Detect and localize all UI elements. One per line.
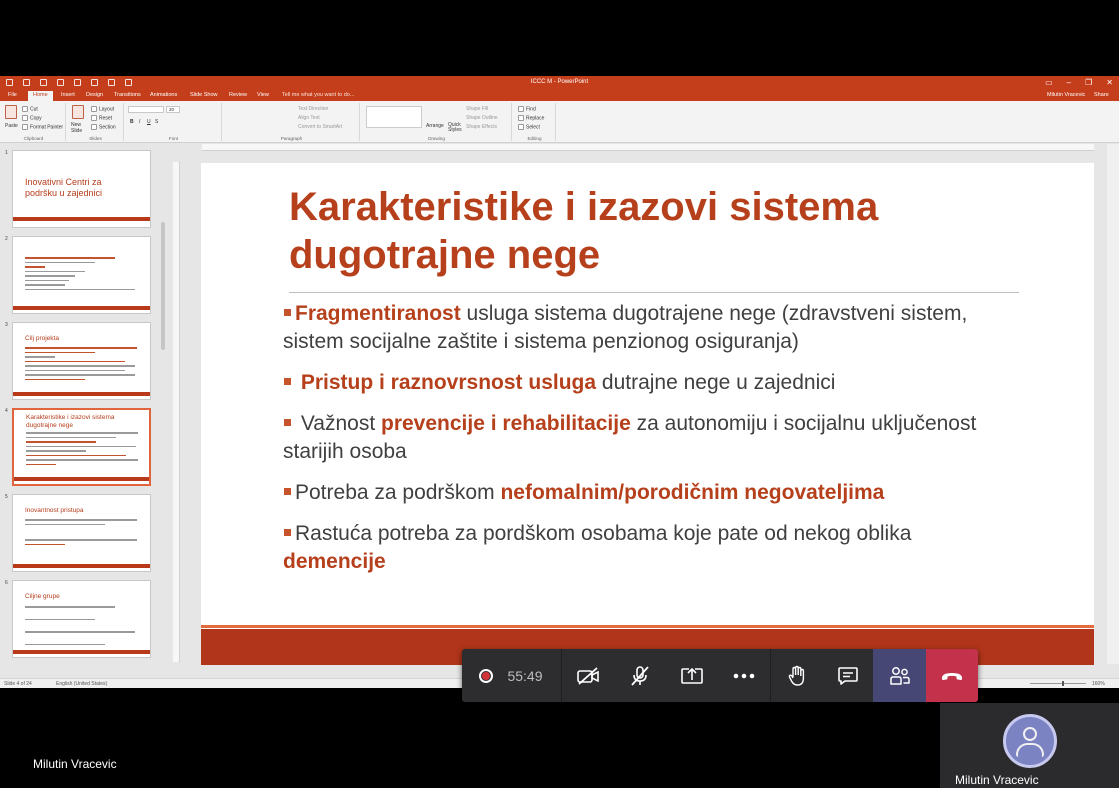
section-icon xyxy=(91,124,97,130)
presenter-name: Milutin Vracevic xyxy=(33,757,117,771)
cut-icon xyxy=(22,106,28,112)
maximize-icon[interactable]: ❐ xyxy=(1085,78,1093,87)
align-text-button[interactable]: Align Text xyxy=(298,115,320,121)
raise-hand-icon xyxy=(787,665,807,687)
tab-animations[interactable]: Animations xyxy=(150,92,178,98)
bullet-emphasis: Pristup i raznovrsnost usluga xyxy=(295,371,597,394)
tab-insert[interactable]: Insert xyxy=(61,92,75,98)
slide-footer-accent xyxy=(201,625,1094,628)
avatar-person-icon xyxy=(1023,727,1037,741)
drawing-group xyxy=(362,103,512,141)
share-screen-button[interactable] xyxy=(666,649,718,702)
user-name[interactable]: Milutin Vracevic xyxy=(1047,92,1086,98)
italic-button[interactable]: I xyxy=(139,119,141,125)
mic-toggle-button[interactable] xyxy=(614,649,666,702)
tab-slide-show[interactable]: Slide Show xyxy=(190,92,218,98)
format-painter-label: Format Painter xyxy=(30,124,64,131)
tab-file[interactable]: File xyxy=(8,92,17,98)
slide-thumbnail-4[interactable] xyxy=(12,408,151,486)
bullet-emphasis: Fragmentiranost xyxy=(295,302,461,325)
slide-thumbnail-5[interactable] xyxy=(12,494,151,572)
slide-counter: Slide 4 of 24 xyxy=(4,681,32,687)
slide-thumbnail-1[interactable] xyxy=(12,150,151,228)
participants-icon xyxy=(889,665,911,687)
layout-icon xyxy=(91,106,97,112)
layout-button[interactable] xyxy=(91,106,114,112)
window-title: ICCC M - PowerPoint xyxy=(530,79,589,85)
bold-button[interactable]: B xyxy=(130,119,134,125)
paragraph-group xyxy=(224,103,360,141)
thumb-title: Inovantnost pristupa xyxy=(25,507,84,514)
bullet-text-pre: Važnost xyxy=(295,412,381,435)
thumb-bar xyxy=(14,477,149,481)
hang-up-icon xyxy=(940,671,964,681)
layout-label: Layout xyxy=(99,106,115,113)
bullet-marker xyxy=(284,309,291,316)
select-button[interactable] xyxy=(518,124,540,130)
share-button[interactable]: Share xyxy=(1094,92,1109,98)
tab-home[interactable]: Home xyxy=(28,91,53,101)
bullet-list[interactable] xyxy=(283,300,1003,589)
thumb-text-lines xyxy=(25,257,137,293)
thumb-bar xyxy=(13,392,150,396)
slide-edit-area xyxy=(166,144,1119,678)
shape-outline-button[interactable]: Shape Outline xyxy=(466,115,498,121)
thumb-text-lines xyxy=(26,432,138,468)
slide-title[interactable]: Karakteristike i izazovi sistema dugotrajne nege xyxy=(289,185,879,277)
thumb-number: 3 xyxy=(5,322,8,328)
horizontal-ruler xyxy=(202,144,1094,151)
tab-design[interactable]: Design xyxy=(86,92,104,98)
camera-toggle-button[interactable] xyxy=(562,649,614,702)
shapes-gallery[interactable] xyxy=(366,106,422,128)
font-name-box[interactable] xyxy=(128,106,164,113)
share-tray-icon xyxy=(680,666,704,686)
participants-button[interactable] xyxy=(873,649,926,702)
cut-button[interactable] xyxy=(22,106,38,112)
thumb-text-lines xyxy=(25,606,137,648)
bullet-marker xyxy=(284,529,291,536)
editing-group xyxy=(514,103,556,141)
camera-off-icon xyxy=(576,666,600,686)
paste-button[interactable] xyxy=(5,105,19,119)
recording-indicator xyxy=(462,649,560,702)
thumb-title: Inovativni Centri za podršku u zajednici xyxy=(25,177,103,198)
close-icon[interactable]: ✕ xyxy=(1106,78,1113,87)
powerpoint-window xyxy=(0,76,1119,688)
title-divider xyxy=(289,292,1019,293)
bullet-emphasis: nefomalnim/porodičnim negovateljima xyxy=(500,481,885,504)
cut-label: Cut xyxy=(30,106,38,113)
find-button[interactable] xyxy=(518,106,536,112)
shape-fill-button[interactable]: Shape Fill xyxy=(466,106,489,112)
bullet-text: usluga sistema dugotrajene nege (zdravstveni sistem, sistem socijalne zaštite i sistema penzionog osiguranja) xyxy=(283,302,968,353)
zoom-slider[interactable] xyxy=(1030,683,1086,684)
new-slide-button[interactable] xyxy=(72,105,86,119)
zoom-slider-thumb[interactable] xyxy=(1062,681,1064,686)
hang-up-button[interactable] xyxy=(926,649,978,702)
copy-icon xyxy=(22,115,28,121)
replace-label: Replace xyxy=(526,115,545,122)
copy-label: Copy xyxy=(30,115,42,122)
ribbon-tabs xyxy=(0,90,1119,101)
ellipsis-icon xyxy=(732,673,756,679)
format-painter-button[interactable] xyxy=(22,124,63,130)
text-direction-button[interactable]: Text Direction xyxy=(298,106,329,112)
slides-group-label: Slides xyxy=(89,136,102,141)
participant-name: Milutin Vracevic xyxy=(955,773,1039,787)
thumb-bar xyxy=(13,306,150,310)
thumb-text-lines xyxy=(25,519,137,548)
paragraph-group-label: Paragraph xyxy=(280,136,303,141)
bullet-text-pre: Rastuća potreba za pordškom osobama koje pate od nekog oblika xyxy=(295,522,912,545)
ribbon-display-icon[interactable]: ▭ xyxy=(1045,78,1053,87)
copy-button[interactable] xyxy=(22,115,42,121)
paste-icon xyxy=(5,105,17,119)
reset-icon xyxy=(91,115,97,121)
thumb-number: 2 xyxy=(5,236,8,242)
underline-button[interactable]: U xyxy=(147,119,151,125)
bullet-item xyxy=(283,369,1003,397)
call-timer: 55:49 xyxy=(507,667,543,684)
tell-me-box[interactable]: Tell me what you want to do... xyxy=(282,92,355,98)
vertical-ruler xyxy=(173,162,180,662)
bullet-item xyxy=(283,479,1003,507)
slide-thumbnail-2[interactable] xyxy=(12,236,151,314)
paste-label: Paste xyxy=(5,123,18,129)
select-label: Select xyxy=(526,124,540,131)
editing-group-label: Editing xyxy=(527,136,542,141)
zoom-level[interactable]: 160% xyxy=(1092,681,1105,687)
convert-smartart-button[interactable]: Convert to SmartArt xyxy=(298,124,343,130)
more-actions-button[interactable] xyxy=(718,649,770,702)
thumb-text-lines xyxy=(25,347,137,383)
thumb-bar xyxy=(13,564,150,568)
clipboard-group-label: Clipboard xyxy=(23,136,44,141)
thumb-title: Ciljne grupe xyxy=(25,593,60,600)
section-label: Section xyxy=(99,124,116,131)
replace-button[interactable] xyxy=(518,115,544,121)
slides-group xyxy=(68,103,124,141)
chat-icon xyxy=(837,666,859,686)
format-painter-icon xyxy=(22,124,28,130)
bullet-marker xyxy=(284,488,291,495)
thumbnails-scrollbar[interactable] xyxy=(161,222,165,350)
thumb-bar xyxy=(13,217,150,221)
bullet-text: dutrajne nege u zajednici xyxy=(596,371,836,394)
section-button[interactable] xyxy=(91,124,116,130)
participant-tile[interactable] xyxy=(940,703,1119,788)
raise-hand-button[interactable] xyxy=(771,649,822,702)
drawing-group-label: Drawing xyxy=(428,136,445,141)
thumb-bar xyxy=(13,650,150,654)
bullet-emphasis: prevencije i rehabilitacije xyxy=(381,412,631,435)
thumb-number: 1 xyxy=(5,150,8,156)
bullet-item xyxy=(283,410,1003,466)
language-indicator[interactable]: English (United States) xyxy=(56,681,108,687)
thumb-title: Cilj projekta xyxy=(25,335,59,342)
font-size-box[interactable]: 20 xyxy=(166,106,180,113)
thumb-number: 5 xyxy=(5,494,8,500)
minimize-icon[interactable]: – xyxy=(1066,78,1072,87)
arrange-button[interactable]: Arrange xyxy=(426,123,444,129)
new-slide-label: New Slide xyxy=(71,122,83,134)
replace-icon xyxy=(518,115,524,121)
title-bar xyxy=(0,76,1119,90)
recording-icon xyxy=(479,669,493,683)
bullet-emphasis: demencije xyxy=(283,550,386,573)
bullet-item xyxy=(283,520,1003,576)
slide-thumbnail-3[interactable] xyxy=(12,322,151,400)
bullet-text-pre: Potreba za podrškom xyxy=(295,481,501,504)
bullet-marker xyxy=(284,419,291,426)
tab-review[interactable]: Review xyxy=(229,92,248,98)
mic-off-icon xyxy=(629,665,651,687)
find-label: Find xyxy=(526,106,536,113)
slide-thumbnail-6[interactable] xyxy=(12,580,151,658)
thumb-number: 4 xyxy=(5,408,8,414)
avatar-person-body xyxy=(1016,743,1044,757)
clipboard-group xyxy=(2,103,66,141)
slide-scrollbar[interactable] xyxy=(1107,144,1119,664)
shadow-button[interactable]: S xyxy=(155,119,159,125)
find-icon xyxy=(518,106,524,112)
ribbon xyxy=(0,101,1119,143)
reset-label: Reset xyxy=(99,115,113,122)
select-icon xyxy=(518,124,524,130)
thumb-number: 6 xyxy=(5,580,8,586)
chat-button[interactable] xyxy=(822,649,873,702)
slide-thumbnails-pane xyxy=(0,144,166,678)
window-controls xyxy=(1045,78,1113,87)
reset-button[interactable] xyxy=(91,115,112,121)
thumb-title: Karakteristike i izazovi sistema dugotrajne nege xyxy=(26,414,115,429)
slide-canvas[interactable] xyxy=(201,163,1094,665)
tab-transitions[interactable]: Transitions xyxy=(114,92,141,98)
quick-styles-button[interactable]: Quick Styles xyxy=(448,122,462,133)
new-slide-icon xyxy=(72,105,84,119)
bullet-item xyxy=(283,300,1003,356)
shape-effects-button[interactable]: Shape Effects xyxy=(466,124,498,130)
font-group-label: Font xyxy=(168,136,179,141)
bullet-marker xyxy=(284,378,291,385)
avatar xyxy=(1003,714,1057,768)
bullet-text: za autonomiju i socijalnu uključenost starijih osoba xyxy=(283,412,977,463)
tab-view[interactable]: View xyxy=(257,92,269,98)
font-group xyxy=(126,103,222,141)
call-controls-bar xyxy=(462,649,978,702)
